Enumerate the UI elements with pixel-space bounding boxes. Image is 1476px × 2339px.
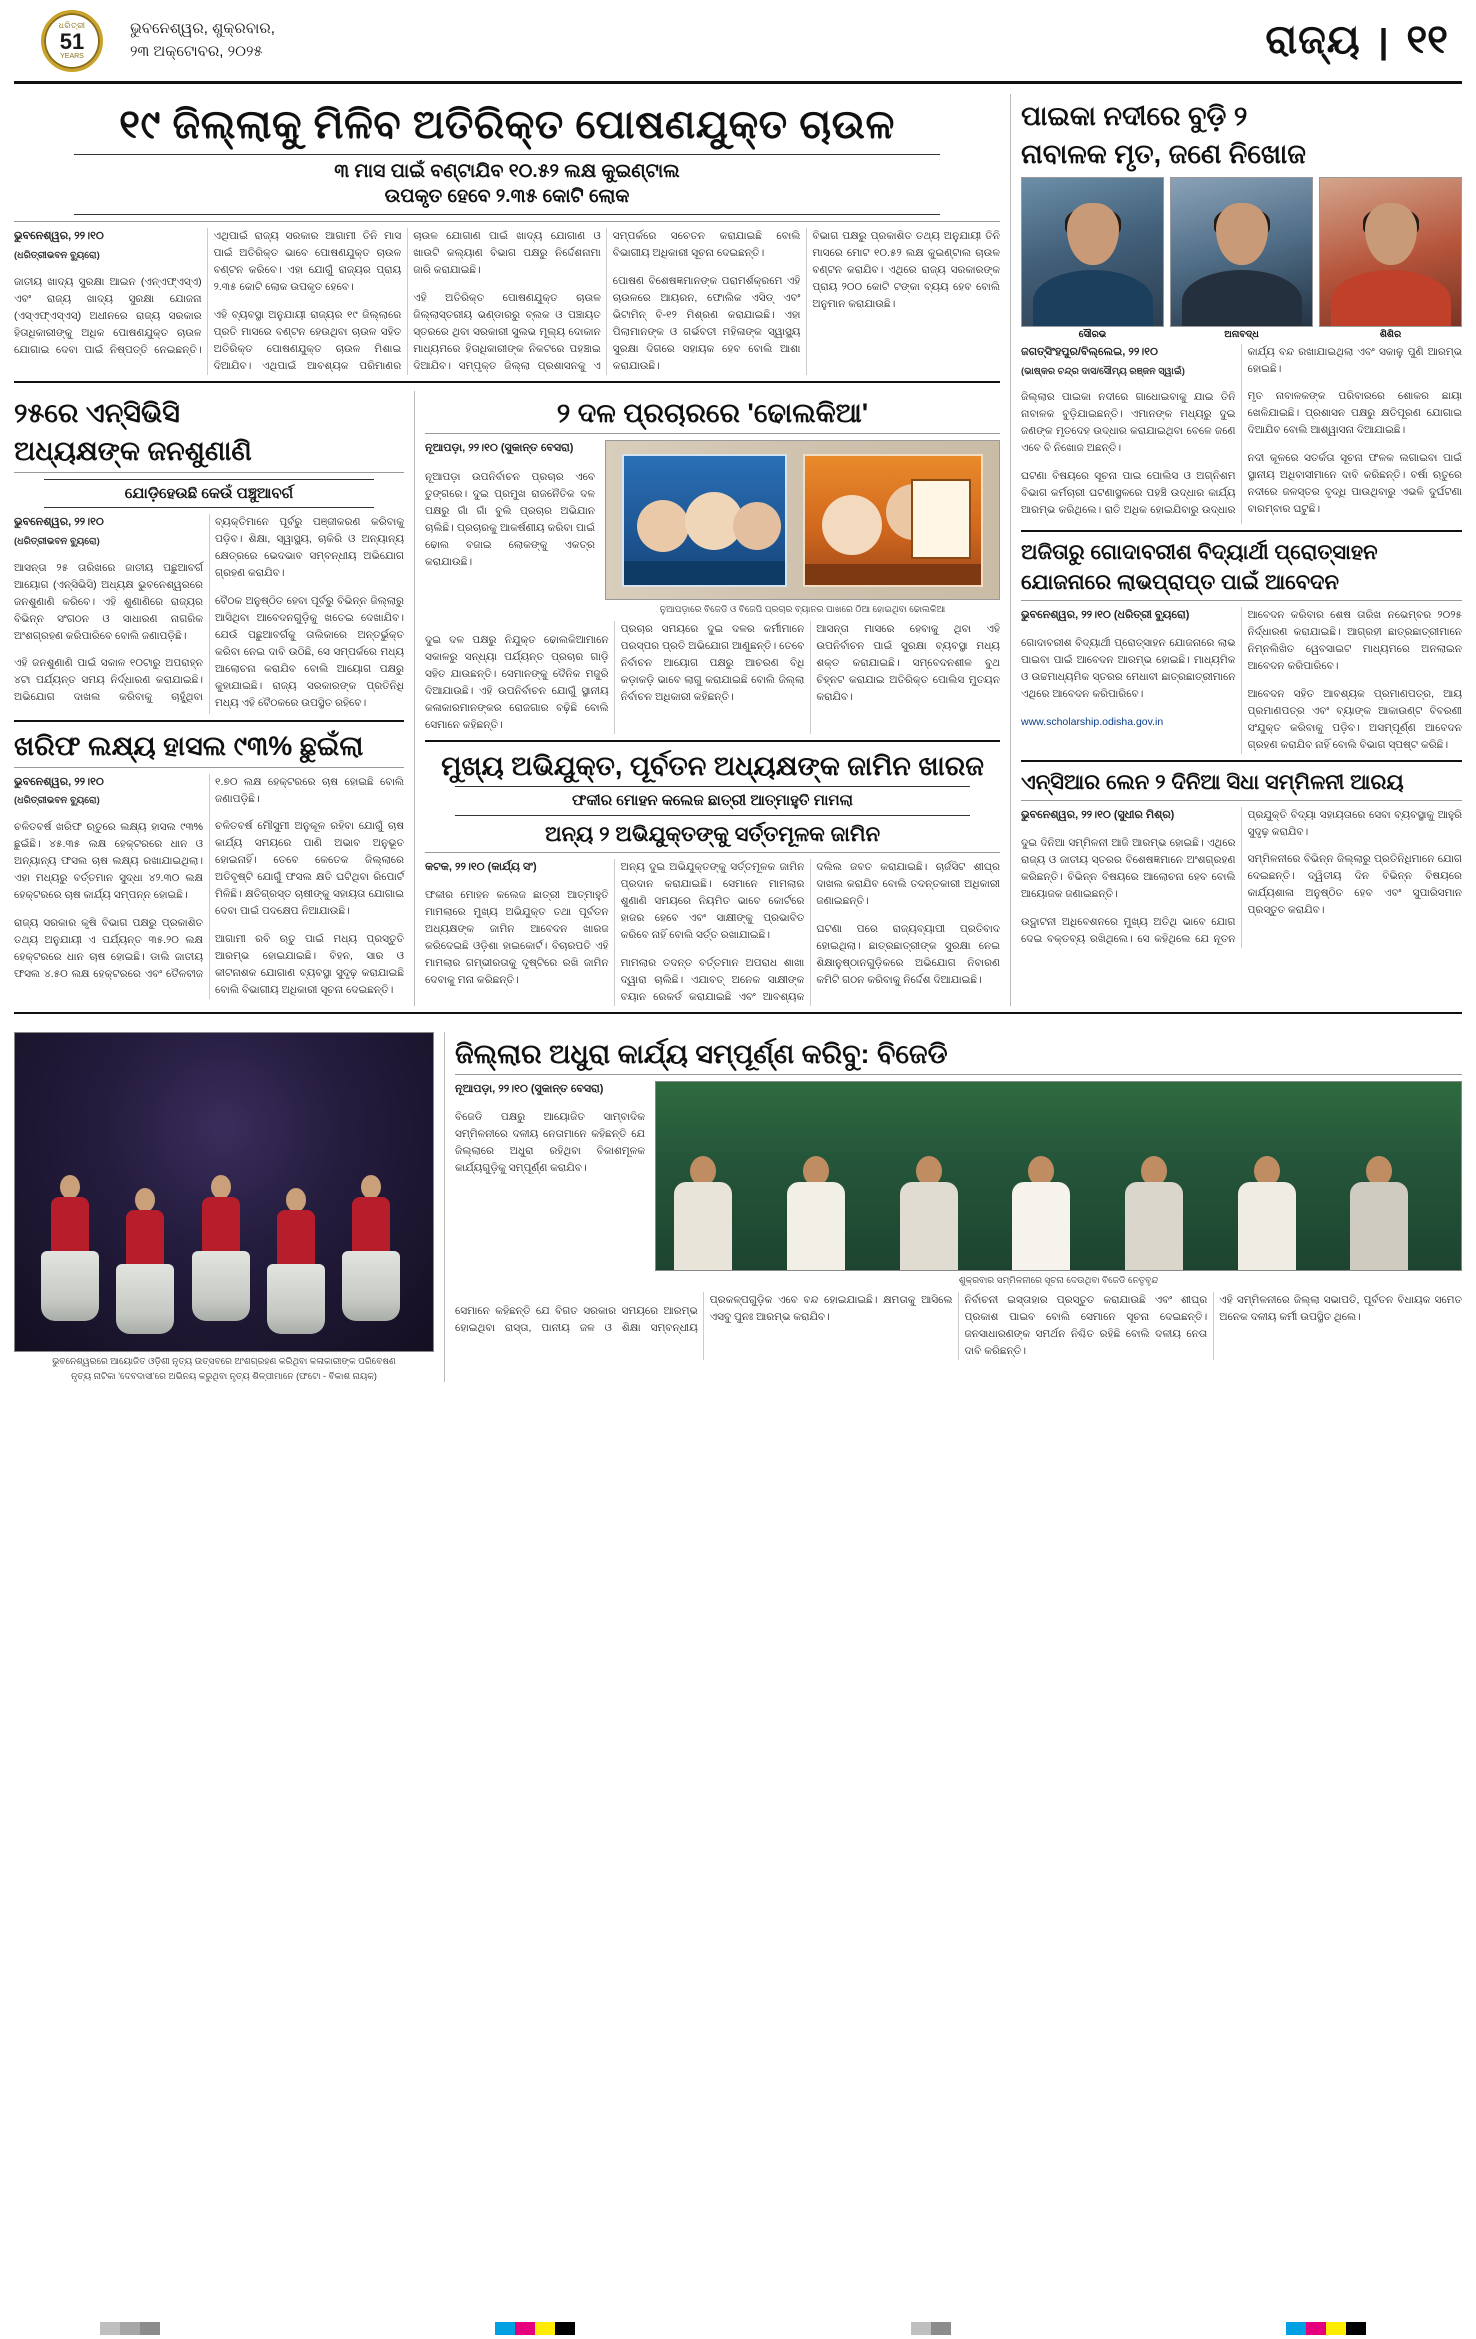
bjd-lead-col [455,1081,645,1286]
page-number: ୧୧ [1406,18,1448,62]
dance-photo-block [14,1032,434,1382]
drown-body [1021,344,1462,524]
right-column-group [1010,94,1462,1006]
bjd-banner [622,454,787,587]
paragraph: ସମ୍ମିଳନୀରେ ବିଭିନ୍ନ ଜିଲ୍ଲାରୁ ପ୍ରତିନିଧିମାନେ ଯୋଗ ଦେଇଛନ୍ତି। ଦ୍ୱିତୀୟ ଦିନ ବିଭିନ୍ନ ବିଷୟରେ କାର୍ଯ୍ୟଶାଳା ଅନୁଷ୍ଠିତ ହେବ ଏବଂ ସୁପାରିସମାନ ପ୍ରସ୍ତୁତ କରାଯିବ। [1247,853,1462,917]
article-bjd [444,1032,1462,1382]
badge-bottom-text: YEARS [60,53,84,60]
bjd-photo-wrap [655,1081,1462,1286]
masthead [14,0,1462,84]
person [672,1150,734,1270]
divider [1021,760,1462,762]
lead-dateline: ଭୁବନେଶ୍ୱର, ୨୨।୧୦ [14,230,104,243]
lead-body [14,228,1000,375]
bjd-photo-caption: ଶୁକ୍ରବାର ସମ୍ମିଳନୀରେ ସୂଚନା ଦେଉଥିବା ବିଜେଡି ନେତୃବୃନ୍ଦ [958,1274,1159,1285]
paragraph: ଘଟଣା ପରେ ରାଜ୍ୟବ୍ୟାପୀ ପ୍ରତିବାଦ ହୋଇଥିଲା। ଛାତ୍ରଛାତ୍ରୀଙ୍କ ସୁରକ୍ଷା ନେଇ ଶିକ୍ଷାନୁଷ୍ଠାନଗୁଡ଼ିକରେ ଅଭିଯୋଗ ନିବାରଣ କମିଟି ଗଠନ କରିବାକୁ ନିର୍ଦ୍ଦେଶ ଦିଆଯାଇଛି। [816,922,1000,986]
paragraph: ନଦୀ କୂଳରେ ସତର୍କତା ସୂଚନା ଫଳକ ଲଗାଇବା ପାଇଁ ସ୍ଥାନୀୟ ଅଧିବାସୀମାନେ ଦାବି କରିଛନ୍ତି। ବର୍ଷା ଋତୁରେ ନଦୀରେ ଜଳସ୍ତର ବୃଦ୍ଧି ପାଉଥିବାରୁ ଏଭଳି ଦୁର୍ଘଟଣା ବାରମ୍ବାର ଘଟୁଛି। [1247,451,1462,515]
article-ncvc [14,391,404,1006]
article-lead-story [14,102,1000,375]
person [1236,1150,1298,1270]
person [1010,1150,1072,1270]
lead-subhead-box [74,154,940,215]
swatch-yellow [535,2322,555,2335]
color-group [100,2322,160,2335]
left-column-group [14,94,1000,1006]
accused-body [425,859,1000,1006]
lead-subdateline: (ଧରିତ୍ରୀଭବନ ବ୍ୟୁରୋ) [14,250,100,262]
drown-headline-line1: ପାଇକା ନଦୀରେ ବୁଡ଼ି ୨ [1021,101,1248,131]
bottom-row [14,1022,1462,1382]
scholarship-body [1021,607,1462,754]
article-scholarship [1021,540,1462,754]
paragraph: ଆସନ୍ତା ୨୫ ତାରିଖରେ ଜାତୀୟ ପଛୁଆବର୍ଗ ଆୟୋଗ (ଏନ୍‌ସିଭିସି) ଅଧ୍ୟକ୍ଷ ଭୁବନେଶ୍ୱରରେ ଜନଶୁଣାଣି କରିବେ। ଏହି ଶୁଣାଣିରେ ରାଜ୍ୟର ବିଭିନ୍ନ ସଂଗଠନ ଓ ସାଧାରଣ ନାଗରିକ ଅଂଶଗ୍ରହଣ କରିପାରିବେ ବୋଲି ଜଣାପଡ଼ିଛି। [14,561,203,642]
paragraph: ପ୍ରଚାର ସମୟରେ ଦୁଇ ଦଳର କର୍ମୀମାନେ ପରସ୍ପର ପ୍ରତି ଅଭିଯୋଗ ଆଣୁଛନ୍ତି। ତେବେ ନିର୍ବାଚନ ଆୟୋଗ ପକ୍ଷରୁ ଆଚରଣ ବିଧି କଡ଼ାକଡ଼ି ଭାବେ ଲାଗୁ କରାଯାଇଛି ବୋଲି ଜିଲ୍ଲା ନିର୍ବାଚନ ଅଧିକାରୀ କହିଛନ୍ତି। [620,623,805,704]
paragraph: ଦୁଇ ଦିନିଆ ସମ୍ମିଳନୀ ଆଜି ଆରମ୍ଭ ହୋଇଛି। ଏଥିରେ ରାଜ୍ୟ ଓ ଜାତୀୟ ସ୍ତରର ବିଶେଷଜ୍ଞମାନେ ଅଂଶଗ୍ରହଣ କରିଛନ୍ତି। ବିଭିନ୍ନ ବିଷୟରେ ଆଲୋଚନା ହେବ ବୋଲି ଆୟୋଜକ ଜଣାଇଛନ୍ତି। [1021,837,1236,901]
dance-caption-line2: ନୃତ୍ୟ ନାଟିକା 'ଦେବଦାସୀ'ରେ ଅଭିନୟ କରୁଥିବା ନୃତ୍ୟ ଶିଳ୍ପୀମାନେ (ଫଟୋ - ବିକାଶ ନାୟକ) [71,1370,377,1381]
accused-subhead2: ଅନ୍ୟ ୨ ଅଭିଯୁକ୍ତଙ୍କୁ ସର୍ତ୍ତମୂଳକ ଜାମିନ [544,822,881,846]
scholarship-headline-line1: ଅଜିତାରୁ ଗୋଦାବରୀଶ ବିଦ୍ୟାର୍ଥୀ ପ୍ରୋତ୍ସାହନ [1021,540,1378,564]
ncr-dateline: ଭୁବନେଶ୍ୱର, ୨୨।୧୦ (ସୁଧୀର ମିଶ୍ର) [1021,808,1175,821]
paragraph: ଏହି ଅତିରିକ୍ତ ପୋଷଣଯୁକ୍ତ ଚାଉଳ ଜିଲ୍ଲାସ୍ତରୀୟ ଭଣ୍ଡାରରୁ ବ୍ଲକ ଓ ପଞ୍ଚାୟତ ସ୍ତରରେ ଥିବା ସରକାରୀ ସୁଲଭ ମୂଲ୍ୟ ଦୋକାନ ମାଧ୍ୟମରେ ହିତାଧିକାରୀଙ୍କ ନିକଟରେ ପହଞ୍ଚାଇ ଦିଆଯିବ। ସମ୍ପୃକ୍ତ ଜିଲ୍ଲା ପ୍ରଶାସନକୁ ଏ ସମ୍ପର୍କରେ ସଚେତନ କରାଯାଇଛି ବୋଲି ବିଭାଗୀୟ ଅଧିକାରୀ ସୂଚନା ଦେଇଛନ୍ତି। [413,230,801,372]
color-group [911,2322,951,2335]
bjd-headline: ଜିଲ୍ଲାର ଅଧୁରା କାର୍ଯ୍ୟ ସମ୍ପୂର୍ଣ୍ଣ କରିବୁ: ବିଜେଡି [455,1038,948,1069]
divider [1021,600,1462,601]
accused-subhead1: ଫକୀର ମୋହନ କଲେଜ ଛାତ୍ରୀ ଆତ୍ମାହୁତି ମାମଲା [455,786,970,816]
swatch-gray-light [100,2322,120,2335]
swatch-magenta [515,2322,535,2335]
victim-photo [1170,177,1313,327]
ncvc-subdateline: (ଧରିତ୍ରୀଭବନ ବ୍ୟୁରୋ) [14,535,100,547]
paragraph: ବିଜେଡି ପକ୍ଷରୁ ଆୟୋଜିତ ସାମ୍ବାଦିକ ସମ୍ମିଳନୀରେ ଦଳୀୟ ନେତାମାନେ କହିଛନ୍ତି ଯେ ଜିଲ୍ଲାରେ ଅଧୁରା ରହିଥିବା ବିକାଶମୂଳକ କାର୍ଯ୍ୟଗୁଡ଼ିକୁ ସମ୍ପୂର୍ଣ୍ଣ କରାଯିବ। [455,1111,645,1175]
ncvc-headline-line2: ଅଧ୍ୟକ୍ଷଙ୍କ ଜନଶୁଣାଣି [14,436,252,467]
divider [1021,530,1462,532]
dancer [115,1188,175,1338]
person [898,1150,960,1270]
color-group [1286,2322,1366,2335]
person [1348,1150,1410,1270]
paragraph: ବୈଠକ ଅନୁଷ୍ଠିତ ହେବା ପୂର୍ବରୁ ବିଭିନ୍ନ ଜିଲ୍ଲାରୁ ଆସିଥିବା ଆବେଦନଗୁଡ଼ିକୁ ଖତେଇ ଦେଖାଯିବ। ଯେଉଁ ପଛୁଆବର୍ଗକୁ ତାଲିକାରେ ଅନ୍ତର୍ଭୁକ୍ତ କରିବା ନେଇ ଦାବି ଉଠିଛି, ସେ ସମ୍ପର୍କରେ ମଧ୍ୟ ଆଲୋଚନା କରାଯିବ ବୋଲି ଆୟୋଗ ପକ୍ଷରୁ କୁହାଯାଇଛି। ରାଜ୍ୟ ସରକାରଙ୍କ ପ୍ରତିନିଧି ମଧ୍ୟ ଏହି ବୈଠକରେ ଉପସ୍ଥିତ ରହିବେ। [215,594,404,709]
rally-photo [605,440,1000,600]
press-conference-photo [655,1081,1462,1271]
swatch-black [555,2322,575,2335]
badge-number: 51 [59,29,85,54]
victim-photos [1021,177,1462,327]
dancer [40,1175,100,1325]
swatch-gray-dark [931,2322,951,2335]
paragraph: ସେମାନେ କହିଛନ୍ତି ଯେ ବିଗତ ସରକାର ସମୟରେ ଆରମ୍ଭ ହୋଇଥିବା ରାସ୍ତା, ପାନୀୟ ଜଳ ଓ ଶିକ୍ଷା ସମ୍ବନ୍ଧୀୟ ପ୍ରକଳ୍ପଗୁଡ଼ିକ ଏବେ ବନ୍ଦ ହୋଇଯାଇଛି। କ୍ଷମତାକୁ ଆସିଲେ ଏସବୁ ପୁନଃ ଆରମ୍ଭ କରାଯିବ। [455,1294,953,1334]
masthead-place: ଭୁବନେଶ୍ୱର, ଶୁକ୍ରବାର, [130,20,275,37]
paragraph: ଅନ୍ୟ ଦୁଇ ଅଭିଯୁକ୍ତଙ୍କୁ ସର୍ତ୍ତମୂଳକ ଜାମିନ ପ୍ରଦାନ କରାଯାଇଛି। ସେମାନେ ମାମଲାର ଶୁଣାଣି ସମୟରେ ନିୟମିତ ଭାବେ କୋର୍ଟରେ ହାଜର ହେବେ ଏବଂ ସାକ୍ଷୀଙ୍କୁ ପ୍ରଭାବିତ କରିବେ ନାହିଁ ବୋଲି ସର୍ତ୍ତ ରଖାଯାଇଛି। [620,861,805,942]
lead-headline: ୧୯ ଜିଲ୍ଲାକୁ ମିଳିବ ଅତିରିକ୍ତ ପୋଷଣଯୁକ୍ତ ଚାଉଳ [119,103,895,147]
drown-dateline: ଜଗତ୍‌ସିଂହପୁର/ବିଲ୍ଲେଇ, ୨୨।୧୦ [1021,345,1158,358]
dance-caption-line1: ଭୁବନେଶ୍ୱରରେ ଆୟୋଜିତ ଓଡ଼ିଶୀ ନୃତ୍ୟ ଉତ୍ସବରେ ଅଂଶଗ୍ରହଣ କରିଥିବା କଳାକାରୀଙ୍କ ପରିବେଷଣ [52,1355,396,1366]
paragraph: ଜିଲ୍ଲାର ପାଇକା ନଦୀରେ ଗାଧୋଇବାକୁ ଯାଇ ତିନି ନାବାଳକ ବୁଡ଼ିଯାଇଛନ୍ତି। ଏମାନଙ୍କ ମଧ୍ୟରୁ ଦୁଇ ଜଣଙ୍କ ମୃତଦେହ ଉଦ୍ଧାର କରାଯାଇଥିବା ବେଳେ ଜଣେ ଏବେ ବି ନିଖୋଜ ଅଛନ୍ତି। [1021,391,1236,455]
person [1123,1150,1185,1270]
paragraph: ଦୁଇ ଦଳ ପକ୍ଷରୁ ନିଯୁକ୍ତ ଢୋଲକିଆମାନେ ସକାଳରୁ ସନ୍ଧ୍ୟା ପର୍ଯ୍ୟନ୍ତ ପ୍ରଚାର ଗାଡ଼ି ସହିତ ଯାଉଛନ୍ତି। ସେମାନଙ୍କୁ ଦୈନିକ ମଜୁରି ଦିଆଯାଉଛି। ଏହି ଉପନିର୍ବାଚନ ଯୋଗୁଁ ସ୍ଥାନୀୟ କଳାକାରମାନଙ୍କର ରୋଜଗାର ବଢ଼ିଛି ବୋଲି ସେମାନେ କହିଛନ୍ତି। [425,633,609,731]
victim-photo [1319,177,1462,327]
bjd-top [455,1081,1462,1286]
paragraph: ଜାତୀୟ ଖାଦ୍ୟ ସୁରକ୍ଷା ଆଇନ (ଏନ୍‌ଏଫ୍‌ଏସ୍‌ଏ) ଏବଂ ରାଜ୍ୟ ଖାଦ୍ୟ ସୁରକ୍ଷା ଯୋଜନା (ଏସ୍‌ଏଫ୍‌ଏସ୍‌ଏସ୍) ଅଧୀନରେ ରାଜ୍ୟ ସରକାର ହିତାଧିକାରୀଙ୍କୁ ଅଧିକ ପୋଷଣଯୁକ୍ତ ଚାଉଳ ଯୋଗାଇ ଦେବା ପାଇଁ ନିଷ୍ପତ୍ତି ନେଇଛନ୍ତି। ଏଥିପାଇଁ ରାଜ୍ୟ ସରକାର ଆଗାମୀ ତିନି ମାସ ପାଇଁ ଅତିରିକ୍ତ ଭାବେ ପୋଷଣଯୁକ୍ତ ଚାଉଳ ବଣ୍ଟନ କରିବେ। ଏହା ଯୋଗୁଁ ରାଜ୍ୟର ପ୍ରାୟ ୨.୩୫ କୋଟି ଲୋକ ଉପକୃତ ହେବେ। [14,230,402,357]
swatch-gray-light [911,2322,931,2335]
dancer [266,1188,326,1338]
press-color-bar [0,2317,1476,2339]
paragraph: ଗୋଦାବରୀଶ ବିଦ୍ୟାର୍ଥୀ ପ୍ରୋତ୍ସାହନ ଯୋଜନାରେ ଲାଭ ପାଇବା ପାଇଁ ଆବେଦନ ଆରମ୍ଭ ହୋଇଛି। ମାଧ୍ୟମିକ ଓ ଉଚ୍ଚମାଧ୍ୟମିକ ସ୍ତରର ମେଧାବୀ ଛାତ୍ରଛାତ୍ରୀମାନେ ଏଥିରେ ଆବେଦନ କରିପାରିବେ। [1021,637,1236,701]
article-dhol [414,391,1000,1006]
article-ncr [1021,770,1462,948]
divider [14,381,1000,383]
bjd-body [455,1292,1462,1360]
lead-subhead-line1: ୩ ମାସ ପାଇଁ ବଣ୍ଟାଯିବ ୧୦.୫୨ ଲକ୍ଷ କୁଇଣ୍ଟାଲ [334,161,680,182]
dancer [191,1175,251,1325]
paragraph: ଫକୀର ମୋହନ କଲେଜ ଛାତ୍ରୀ ଆତ୍ମାହୁତି ମାମଲାରେ ମୁଖ୍ୟ ଅଭିଯୁକ୍ତ ତଥା ପୂର୍ବତନ ଅଧ୍ୟକ୍ଷଙ୍କ ଜାମିନ ଆବେଦନ ଖାରଜ କରିଦେଇଛି ଓଡ଼ିଶା ହାଇକୋର୍ଟ। ବିଚାରପତି ଏହି ମାମଲାର ଗମ୍ଭୀରତାକୁ ଦୃଷ୍ଟିରେ ରଖି ଜାମିନ ଦେବାକୁ ମନା କରିଛନ୍ତି। [425,889,609,987]
paragraph: ବିଭାଗ ପକ୍ଷରୁ ପ୍ରକାଶିତ ତଥ୍ୟ ଅନୁଯାୟୀ ତିନି ମାସରେ ମୋଟ ୧୦.୫୨ ଲକ୍ଷ କୁଇଣ୍ଟାଲ ଚାଉଳ ବଣ୍ଟନ କରାଯିବ। ଏଥିରେ ରାଜ୍ୟ ସରକାରଙ୍କ ପ୍ରାୟ ୨୦୦ କୋଟି ଟଙ୍କା ବ୍ୟୟ ହେବ ବୋଲି ଅନୁମାନ କରାଯାଉଛି। [812,230,1000,311]
accused-dateline: କଟକ, ୨୨।୧୦ (କାର୍ଯ୍ୟ ସଂ) [425,861,537,874]
divider [425,433,1000,434]
divider [14,720,404,722]
ncr-body [1021,807,1462,948]
paragraph: ଆବେଦନ ସହିତ ଆବଶ୍ୟକ ପ୍ରମାଣପତ୍ର, ଆୟ ପ୍ରମାଣପତ୍ର ଏବଂ ବ୍ୟାଙ୍କ ଆକାଉଣ୍ଟ ବିବରଣୀ ସଂଯୁକ୍ତ କରିବାକୁ ପଡ଼ିବ। ଅସମ୍ପୂର୍ଣ୍ଣ ଆବେଦନ ଗ୍ରହଣ କରାଯିବ ନାହିଁ ବୋଲି ବିଭାଗ ସ୍ପଷ୍ଟ କରିଛି। [1247,687,1462,751]
article-accused [425,750,1000,1006]
paragraph: ଘଟଣା ବିଷୟରେ ସୂଚନା ପାଇ ପୋଲିସ ଓ ଅଗ୍ନିଶମ ବିଭାଗ କର୍ମଚାରୀ ଘଟଣାସ୍ଥଳରେ ପହଞ୍ଚି ଉଦ୍ଧାର କାର୍ଯ୍ୟ ଆରମ୍ଭ କରିଥିଲେ। ରାତି ଅଧିକ ହୋଇଯିବାରୁ ଉଦ୍ଧାର କାର୍ଯ୍ୟ ବନ୍ଦ ରଖାଯାଇଥିଲା ଏବଂ ସକାଳୁ ପୁଣି ଆରମ୍ଭ ହୋଇଛି। [1021,345,1462,516]
accused-headline: ମୁଖ୍ୟ ଅଭିଯୁକ୍ତ, ପୂର୍ବତନ ଅଧ୍ୟକ୍ଷଙ୍କ ଜାମିନ ଖାରଜ [441,750,984,781]
victim-names [1021,327,1462,340]
scholarship-headline-line2: ଯୋଜନାରେ ଲାଭପ୍ରାପ୍ତ ପାଇଁ ଆବେଦନ [1021,570,1339,594]
page-content [14,84,1462,1006]
scholarship-url[interactable]: www.scholarship.odisha.gov.in [1021,715,1164,728]
paragraph: ଆସନ୍ତା ମାସରେ ହେବାକୁ ଥିବା ଏହି ଉପନିର୍ବାଚନ ପାଇଁ ସୁରକ୍ଷା ବ୍ୟବସ୍ଥା ମଧ୍ୟ ଶକ୍ତ କରାଯାଇଛି। ସମ୍ବେଦନଶୀଳ ବୁଥ ଚିହ୍ନଟ କରାଯାଇ ଅତିରିକ୍ତ ପୋଲିସ ମୁତୟନ କରାଯିବ। [816,623,1000,704]
lead-subhead-line2: ଉପକୃତ ହେବେ ୨.୩୫ କୋଟି ଲୋକ [384,185,630,207]
swatch-cyan [495,2322,515,2335]
victim-name: ସୌରଭ [1078,328,1107,340]
kharif-subdateline: (ଧରିତ୍ରୀଭବନ ବ୍ୟୁରୋ) [14,795,100,807]
swatch-cyan [1286,2322,1306,2335]
ncvc-dateline: ଭୁବନେଶ୍ୱର, ୨୨।୧୦ [14,516,104,529]
paragraph: ଆଗାମୀ ରବି ଋତୁ ପାଇଁ ମଧ୍ୟ ପ୍ରସ୍ତୁତି ଆରମ୍ଭ ହୋଇଯାଇଛି। ବିହନ, ସାର ଓ କୀଟନାଶକ ଯୋଗାଣ ବ୍ୟବସ୍ଥା ସୁଦୃଢ଼ କରାଯାଇଛି ବୋଲି ବିଭାଗୀୟ ଅଧିକାରୀ ସୂଚନା ଦେଇଛନ୍ତି। [215,932,404,996]
publication-logo [20,8,124,74]
anniversary-badge [41,10,103,72]
divider [1021,800,1462,801]
bjd-dateline: ନୂଆପଡ଼ା, ୨୨।୧୦ (ସୁକାନ୍ତ ବେସରା) [455,1082,604,1095]
person [785,1150,847,1270]
dancer [341,1175,401,1325]
paragraph: ଉଦ୍ଘାଟନୀ ଅଧିବେଶନରେ ମୁଖ୍ୟ ଅତିଥି ଭାବେ ଯୋଗ ଦେଇ ବକ୍ତବ୍ୟ ରଖିଥିଲେ। ସେ କହିଥିଲେ ଯେ ନୂତନ ପ୍ରଯୁକ୍ତି ବିଦ୍ୟା ସହାୟତାରେ ସେବା ବ୍ୟବସ୍ଥାକୁ ଆହୁରି ସୁଦୃଢ଼ କରାଯିବ। [1021,808,1462,945]
bjp-banner [803,454,984,587]
divider [425,740,1000,742]
odissi-dance-photo [14,1032,434,1352]
masthead-section-block [1265,18,1456,63]
swatch-gray-dark [140,2322,160,2335]
dhol-dateline: ନୂଆପଡ଼ା, ୨୨।୧୦ (ସୁକାନ୍ତ ବେସରା) [425,442,574,455]
swatch-gray-mid [120,2322,140,2335]
masthead-divider: | [1378,23,1389,61]
paragraph: ଚଳିତବର୍ଷ ଖରିଫ ଋତୁରେ ଲକ୍ଷ୍ୟ ହାସଲ ୯୩% ଛୁଇଁଛି। ୪୫.୩୫ ଲକ୍ଷ ହେକ୍ଟରରେ ଧାନ ଓ ଅନ୍ୟାନ୍ୟ ଫସଲ ଚାଷ ଲକ୍ଷ୍ୟ ରଖାଯାଇଥିଲା। ଏହା ମଧ୍ୟରୁ ବର୍ତ୍ତମାନ ସୁଦ୍ଧା ୪୨.୩୦ ଲକ୍ଷ ହେକ୍ଟରରେ ଚାଷ କାର୍ଯ୍ୟ ସମ୍ପନ୍ନ ହୋଇଛି। [14,821,203,902]
dhol-headline: ୨ ଦଳ ପ୍ରଚାରରେ 'ଢୋଲକିଆ' [556,397,869,428]
paragraph: ମୃତ ନାବାଳକଙ୍କ ପରିବାରରେ ଶୋକର ଛାୟା ଖେଳିଯାଇଛି। ପ୍ରଶାସନ ପକ୍ଷରୁ କ୍ଷତିପୂରଣ ଯୋଗାଇ ଦିଆଯିବ ବୋଲି ଆଶ୍ୱାସନା ଦିଆଯାଇଛି। [1247,390,1462,437]
paragraph: ପୋଷଣ ବିଶେଷଜ୍ଞମାନଙ୍କ ପରାମର୍ଶକ୍ରମେ ଏହି ଚାଉଳରେ ଆୟରନ, ଫୋଲିକ ଏସିଡ୍ ଏବଂ ଭିଟାମିନ୍ ବି-୧୨ ମିଶ୍ରଣ କରାଯାଇଛି। ଏହା ପିଲାମାନଙ୍କ ଓ ଗର୍ଭବତୀ ମହିଳାଙ୍କ ସ୍ୱାସ୍ଥ୍ୟ ସୁରକ୍ଷା ଦିଗରେ ସହାୟକ ହେବ ବୋଲି ଆଶା କରାଯାଉଛି। [612,274,801,372]
dhol-body [425,621,1000,734]
ncvc-body [14,514,404,714]
article-drowning [1021,100,1462,524]
ncr-headline: ଏନ୍‌ସିଆର ଲେନ ୨ ଦିନିଆ ସିଧା ସମ୍ମିଳନୀ ଆରୟ [1021,770,1404,794]
paragraph: ଏହି ଜନଶୁଣାଣି ପାଇଁ ସକାଳ ୧୦ଟାରୁ ଅପରାହ୍ନ ୪ଟା ପର୍ଯ୍ୟନ୍ତ ସମୟ ନିର୍ଦ୍ଧାରଣ କରାଯାଇଛି। ଅଭିଯୋଗ ଦାଖଲ କରିବାକୁ ଚାହୁଁଥିବା ବ୍ୟକ୍ତିମାନେ ପୂର୍ବରୁ ପଞ୍ଜୀକରଣ କରିବାକୁ ପଡ଼ିବ। ଶିକ୍ଷା, ସ୍ୱାସ୍ଥ୍ୟ, ଚାକିରି ଓ ଅନ୍ୟାନ୍ୟ କ୍ଷେତ୍ରରେ ଭେଦଭାବ ସମ୍ବନ୍ଧୀୟ ଅଭିଯୋଗ ଗ୍ରହଣ କରାଯିବ। [14,516,404,704]
victim-name: ଶିଶିର [1379,328,1402,340]
mid-row [14,391,1000,1006]
ncvc-headline-line1: ୨୫ରେ ଏନ୍‌ସିଭିସି [14,397,180,428]
paragraph: ଚଳିତବର୍ଷ ମୌସୁମୀ ଅନୁକୂଳ ରହିବା ଯୋଗୁଁ ଚାଷ କାର୍ଯ୍ୟ ସମୟରେ ପାଣି ଅଭାବ ଅନୁଭୂତ ହୋଇନାହିଁ। ତେବେ କେତେକ ଜିଲ୍ଲାରେ ଅତିବୃଷ୍ଟି ଯୋଗୁଁ ଫସଲ କ୍ଷତି ଘଟିଥିବା ରିପୋର୍ଟ ମିଳିଛି। କ୍ଷତିଗ୍ରସ୍ତ ଚାଷୀଙ୍କୁ ସହାୟତା ଯୋଗାଇ ଦେବା ପାଇଁ ପଦକ୍ଷେପ ନିଆଯାଉଛି। [215,820,404,918]
paragraph: ନୂଆପଡ଼ା ଉପନିର୍ବାଚନ ପ୍ରଚାର ଏବେ ତୁଙ୍ଗରେ। ଦୁଇ ପ୍ରମୁଖ ରାଜନୈତିକ ଦଳ ପକ୍ଷରୁ ଗାଁ ଗାଁ ବୁଲି ପ୍ରଚାର ଅଭିଯାନ ଚାଲିଛି। ପ୍ରଚାରକୁ ଆକର୍ଷଣୀୟ କରିବା ପାଇଁ ଢୋଲ ବଜାଇ ଲୋକଙ୍କୁ ଏକତ୍ର କରାଯାଉଛି। [425,470,595,568]
paragraph: ଆବେଦନ କରିବାର ଶେଷ ତାରିଖ ନଭେମ୍ବର ୨୦୨୫ ନିର୍ଦ୍ଧାରଣ କରାଯାଇଛି। ଆଗ୍ରହୀ ଛାତ୍ରଛାତ୍ରୀମାନେ ନିମ୍ନଲିଖିତ ୱେବସାଇଟ ମାଧ୍ୟମରେ ଅନଲାଇନ ଆବେଦନ କରିପାରିବେ। [1247,609,1462,673]
scholarship-dateline: ଭୁବନେଶ୍ୱର, ୨୨।୧୦ (ଧରିତ୍ରୀ ବ୍ୟୁରୋ) [1021,609,1190,622]
paragraph: ନିର୍ବାଚନୀ ଇସ୍ତାହାର ପ୍ରସ୍ତୁତ କରାଯାଉଛି ଏବଂ ଶୀଘ୍ର ପ୍ରକାଶ ପାଇବ ବୋଲି ସେମାନେ ସୂଚନା ଦେଇଛନ୍ତି। ଜନସାଧାରଣଙ୍କ ସମର୍ଥନ ନିଶ୍ଚିତ ରହିଛି ବୋଲି ଦଳୀୟ ନେତା ଦାବି କରିଛନ୍ତି। [964,1294,1208,1358]
kharif-headline: ଖରିଫ ଲକ୍ଷ୍ୟ ହାସଲ ୯୩% ଛୁଇଁଲା [14,731,364,762]
paragraph: ମାମଲାର ତଦନ୍ତ ବର୍ତ୍ତମାନ ଅପରାଧ ଶାଖା ଦ୍ୱାରା ଚାଲିଛି। ଏଯାବତ୍ ଅନେକ ସାକ୍ଷୀଙ୍କ ବୟାନ ରେକର୍ଡ କରାଯାଇଛି ଏବଂ ଆବଶ୍ୟକ ଦଲିଲ ଜବତ କରାଯାଇଛି। ଚାର୍ଜସିଟ ଶୀଘ୍ର ଦାଖଲ କରାଯିବ ବୋଲି ତଦନ୍ତକାରୀ ଅଧିକାରୀ ଜଣାଇଛନ୍ତି। [620,861,1000,1003]
divider [14,472,404,473]
masthead-date: ୨୩ ଅକ୍ଟୋବର, ୨୦୨୫ [130,42,263,60]
drown-headline-line2: ନାବାଳକ ମୃତ, ଜଣେ ନିଖୋଜ [1021,139,1306,170]
swatch-yellow [1326,2322,1346,2335]
kharif-dateline: ଭୁବନେଶ୍ୱର, ୨୨।୧୦ [14,775,104,788]
divider [14,221,1000,222]
badge-top-text: ଧରିତ୍ରୀ [58,21,86,30]
divider [425,852,1000,853]
swatch-black [1346,2322,1366,2335]
victim-name: ଅନାବଦ୍ଧ [1224,328,1259,340]
divider [455,1074,1462,1075]
drown-subdateline: (ଭାଷ୍କର ଚନ୍ଦ୍ର ଦାସ/ସୌମ୍ୟ ରଞ୍ଜନ ସ୍ୱାଇଁ) [1021,365,1185,377]
masthead-dateline [124,18,275,63]
kharif-body [14,774,404,999]
divider [14,767,404,768]
dhol-photo-caption: ନୁଆପଡ଼ାରେ ବିଜେଡି ଓ ବିଜେପି ପ୍ରଚାର ବ୍ୟାନର ପାଖରେ ଠିଆ ହୋଇଥିବା ଢୋଲକିଆ [659,604,946,615]
paragraph: ଏହି ସମ୍ମିଳନୀରେ ଜିଲ୍ଲା ସଭାପତି, ପୂର୍ବତନ ବିଧାୟକ ସମେତ ଅନେକ ଦଳୀୟ କର୍ମୀ ଉପସ୍ଥିତ ଥିଲେ। [1219,1294,1462,1324]
swatch-magenta [1306,2322,1326,2335]
victim-photo [1021,177,1164,327]
dhol-lead-col [425,440,595,615]
divider [14,1012,1462,1014]
paragraph: ଏହି ବ୍ୟବସ୍ଥା ଅନୁଯାୟୀ ରାଜ୍ୟର ୧୯ ଜିଲ୍ଲାରେ ପ୍ରତି ମାସରେ ବଣ୍ଟନ ହେଉଥିବା ଚାଉଳ ସହିତ ଅତିରିକ୍ତ ପୋଷଣଯୁକ୍ତ ଚାଉଳ ମିଶାଇ ଦିଆଯିବ। ଏଥିପାଇଁ ଆବଶ୍ୟକ ପରିମାଣର ଚାଉଳ ଯୋଗାଣ ପାଇଁ ଖାଦ୍ୟ ଯୋଗାଣ ଓ ଖାଉଟି କଲ୍ୟାଣ ବିଭାଗ ପକ୍ଷରୁ ନିର୍ଦ୍ଦେଶନାମା ଜାରି କରାଯାଇଛି। [213,230,601,372]
ncvc-kicker: ଯୋଡ଼ିହେଉଛି କେଉଁ ପଞ୍ଚୁଆବର୍ଗ [44,479,374,509]
dhol-top [425,440,1000,615]
article-kharif [14,730,404,998]
dhol-photo-wrap [605,440,1000,615]
color-group [495,2322,575,2335]
section-title: ରାଜ୍ୟ [1265,18,1361,62]
paragraph: ରାଜ୍ୟ ସରକାର କୃଷି ବିଭାଗ ପକ୍ଷରୁ ପ୍ରକାଶିତ ତଥ୍ୟ ଅନୁଯାୟୀ ଏ ପର୍ଯ୍ୟନ୍ତ ୩୫.୨୦ ଲକ୍ଷ ହେକ୍ଟରରେ ଧାନ ଚାଷ ହୋଇଛି। ଡାଲି ଜାତୀୟ ଫସଲ ୪.୫୦ ଲକ୍ଷ ହେକ୍ଟରରେ ଏବଂ ତୈଳବୀଜ ୧.୭୦ ଲକ୍ଷ ହେକ୍ଟରରେ ଚାଷ ହୋଇଛି ବୋଲି ଜଣାପଡ଼ିଛି। [14,775,404,980]
